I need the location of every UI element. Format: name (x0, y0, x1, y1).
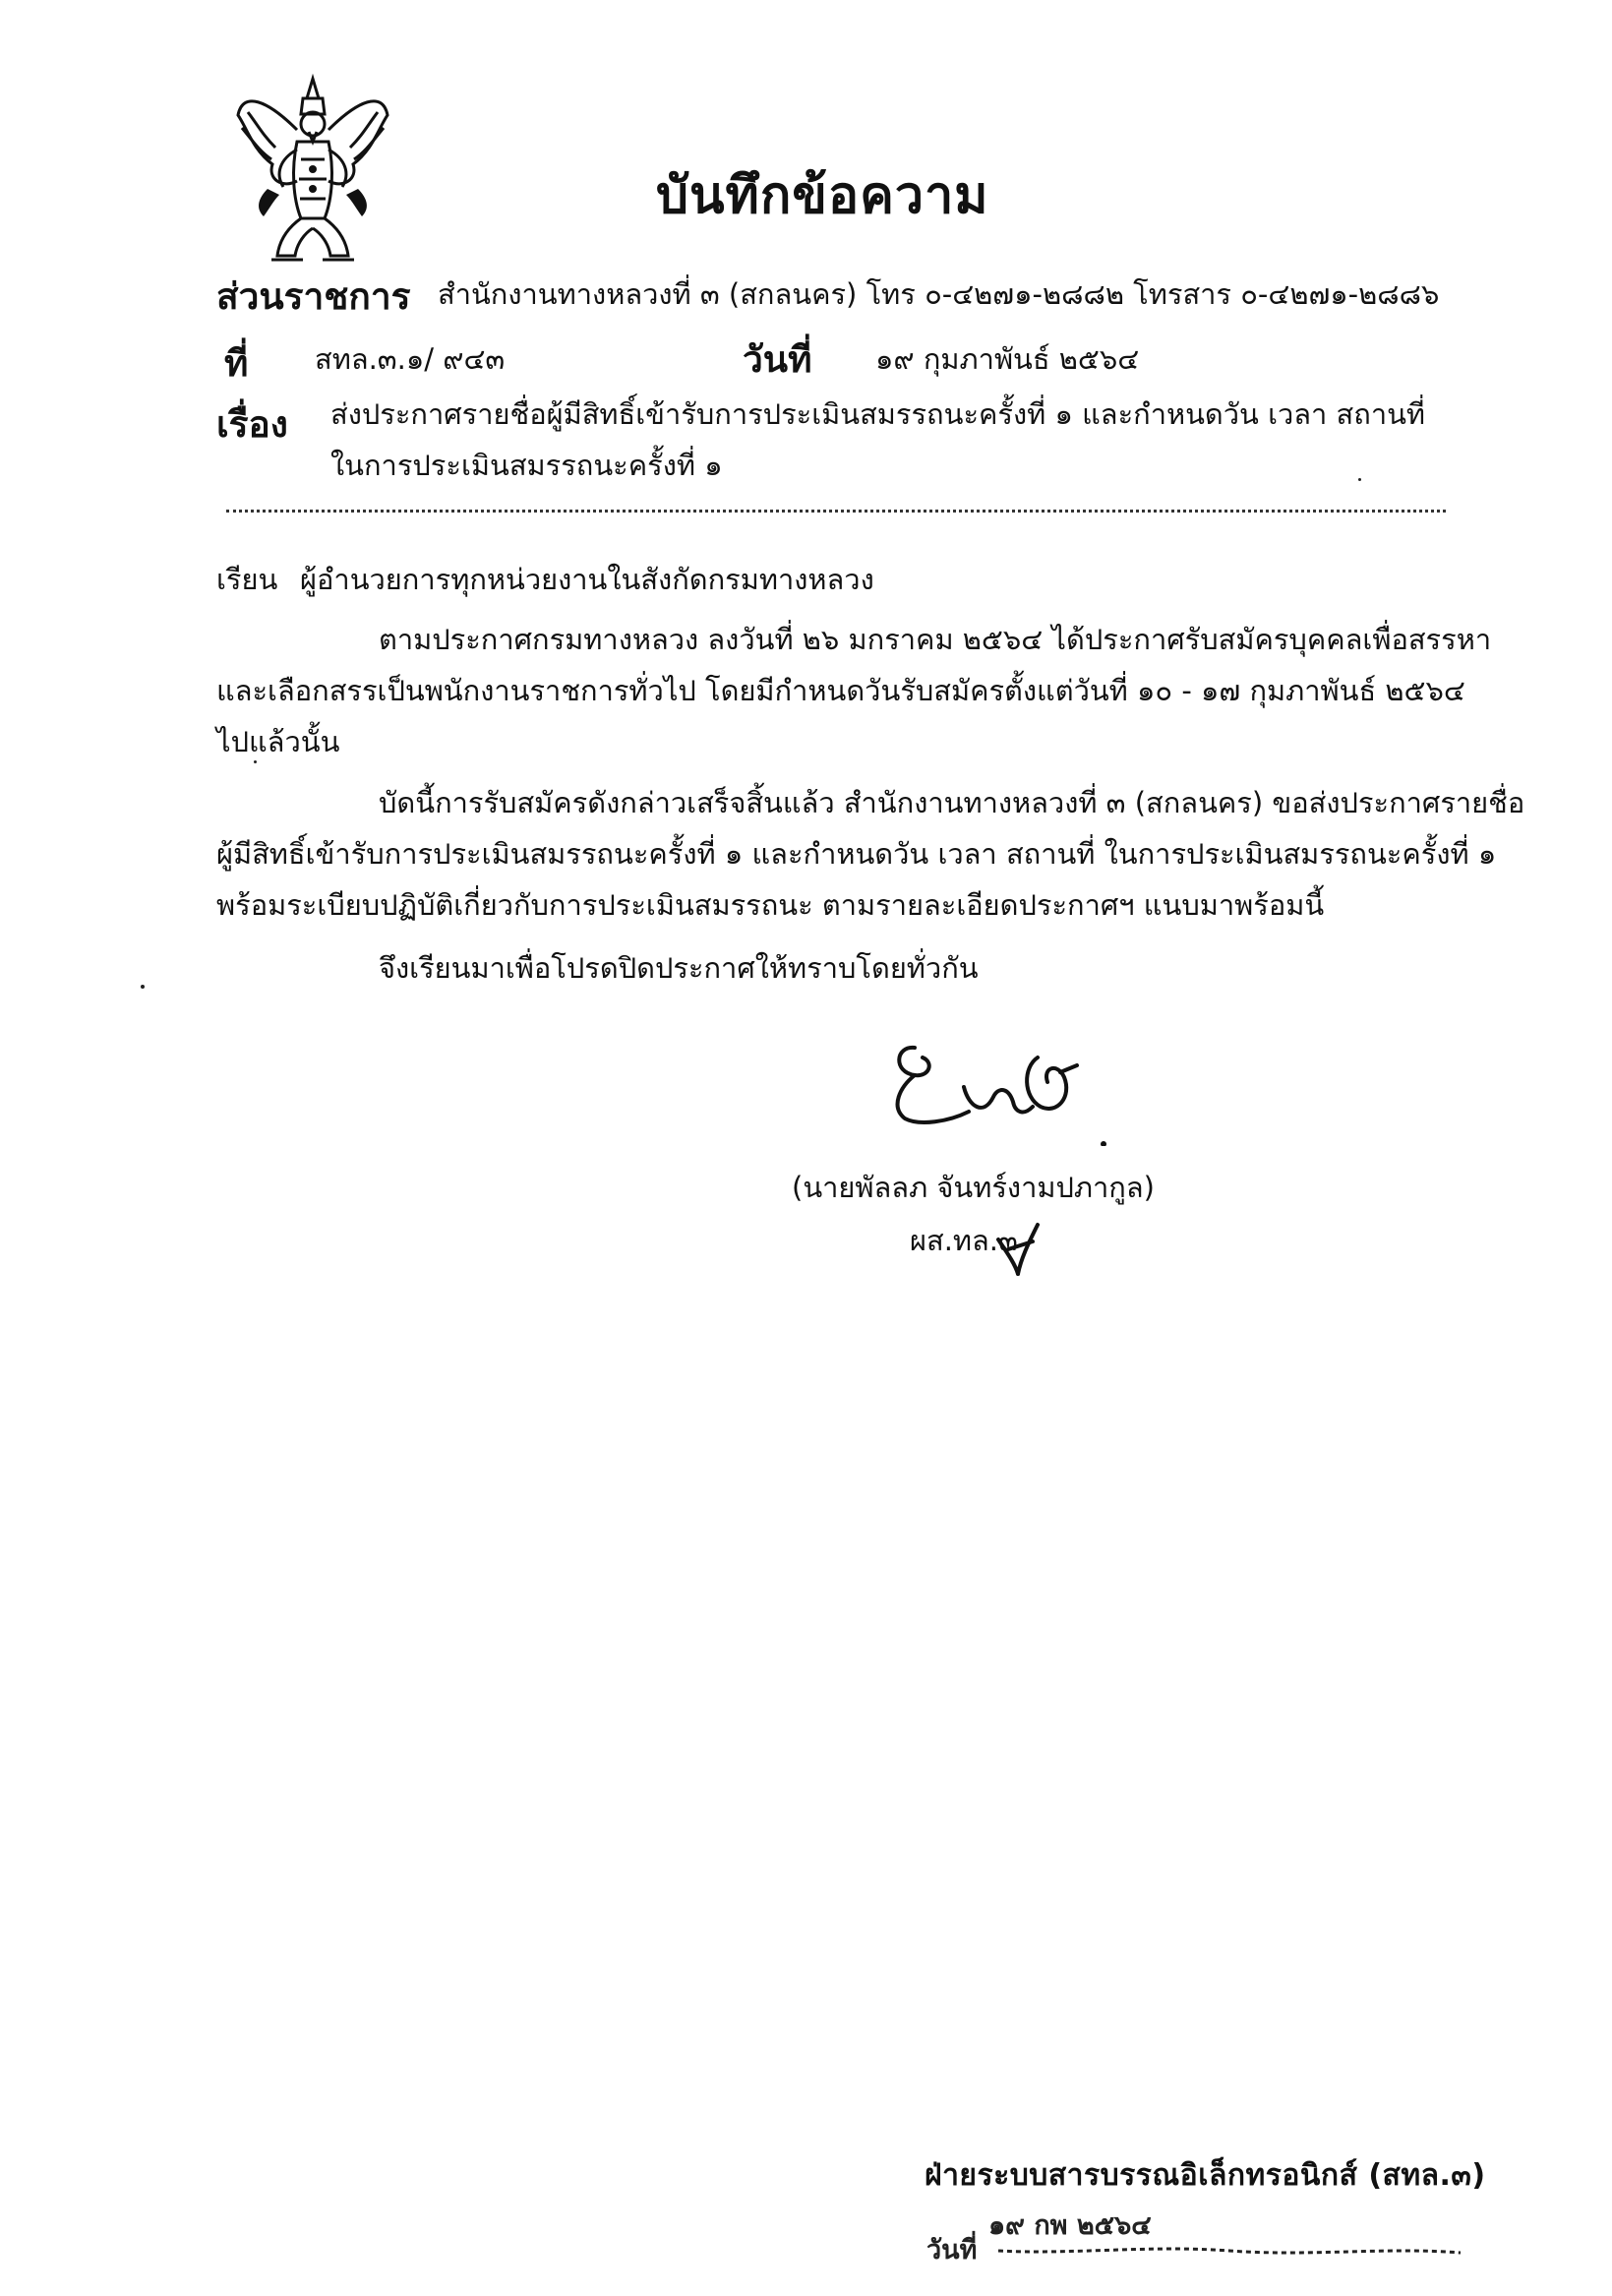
signatory-name: (นายพัลลภ จันทร์งามปภากูล) (792, 1171, 1155, 1204)
paragraph-2-line-2: ผู้มีสิทธิ์เข้ารับการประเมินสมรรถนะครั้งที่ ๑ และกำหนดวัน เวลา สถานที่ ในการประเมินสมรรถนะครั้งที่ ๑ (216, 837, 1497, 871)
paragraph-1 (216, 614, 1492, 767)
scan-speck (254, 760, 257, 763)
paragraph-3 (216, 942, 1456, 994)
paragraph-2-line-3: พร้อมระเบียบปฏิบัติเกี่ยวกับการประเมินสมรรถนะ ตามรายละเอียดประกาศฯ แนบมาพร้อมนี้ (216, 888, 1325, 922)
subject-label: เรื่อง (216, 403, 288, 446)
signature (875, 1028, 1121, 1146)
paragraph-3-line-1: จึงเรียนมาเพื่อโปรดปิดประกาศให้ทราบโดยทั่วกัน (379, 951, 979, 985)
salutation-label: เรียน (216, 563, 278, 596)
header-divider (226, 510, 1446, 513)
reference-label: ที่ (224, 342, 249, 385)
paragraph-1-line-3: ไปแล้วนั้น (216, 725, 340, 758)
paragraph-1-line-2: และเลือกสรรเป็นพนักงานราชการทั่วไป โดยมีกำหนดวันรับสมัครตั้งแต่วันที่ ๑๐ - ๑๗ กุมภาพันธ์ ๒๕๖๔ (216, 674, 1465, 707)
subject-line-2: ในการประเมินสมรรถนะครั้งที่ ๑ (330, 449, 723, 482)
scan-speck (141, 985, 145, 989)
paragraph-2 (216, 777, 1525, 931)
paragraph-2-line-1: บัดนี้การรับสมัครดังกล่าวเสร็จสิ้นแล้ว สำนักงานทางหลวงที่ ๓ (สกลนคร) ขอส่งประกาศรายชื่อ (379, 786, 1525, 819)
department-value: สำนักงานทางหลวงที่ ๓ (สกลนคร) โทร ๐-๔๒๗๑-๒๘๘๒ โทรสาร ๐-๔๒๗๑-๒๘๘๖ (438, 277, 1440, 311)
signatory-position: ผส.ทล.๓ (910, 1224, 1018, 1257)
reference-number: สทล.๓.๑/ ๙๔๓ (315, 342, 506, 376)
receipt-stamp-dotted-line (993, 2233, 1465, 2263)
paragraph-1-line-1: ตามประกาศกรมทางหลวง ลงวันที่ ๒๖ มกราคม ๒๕๖๔ ได้ประกาศรับสมัครบุคคลเพื่อสรรหา (379, 623, 1492, 656)
date-label: วันที่ (743, 338, 812, 381)
date-value: ๑๙ กุมภาพันธ์ ๒๕๖๔ (875, 342, 1140, 376)
memo-title: บันทึกข้อความ (656, 166, 989, 225)
subject-line-1: ส่งประกาศรายชื่อผู้มีสิทธิ์เข้ารับการประเมินสมรรถนะครั้งที่ ๑ และกำหนดวัน เวลา สถานที่ (330, 397, 1426, 431)
salutation-recipient: ผู้อำนวยการทุกหน่วยงานในสังกัดกรมทางหลวง (300, 563, 874, 596)
receipt-stamp-received-label: วันที่ (926, 2235, 978, 2266)
receipt-stamp-date: ๑๙ กพ ๒๕๖๔ (988, 2210, 1152, 2241)
position-initial-mark (993, 1220, 1052, 1279)
garuda-emblem (228, 71, 397, 268)
receipt-stamp-title: ฝ่ายระบบสารบรรณอิเล็กทรอนิกส์ (สทล.๓) (925, 2158, 1486, 2193)
scan-speck (1358, 478, 1361, 481)
department-label: ส่วนราชการ (216, 275, 411, 318)
